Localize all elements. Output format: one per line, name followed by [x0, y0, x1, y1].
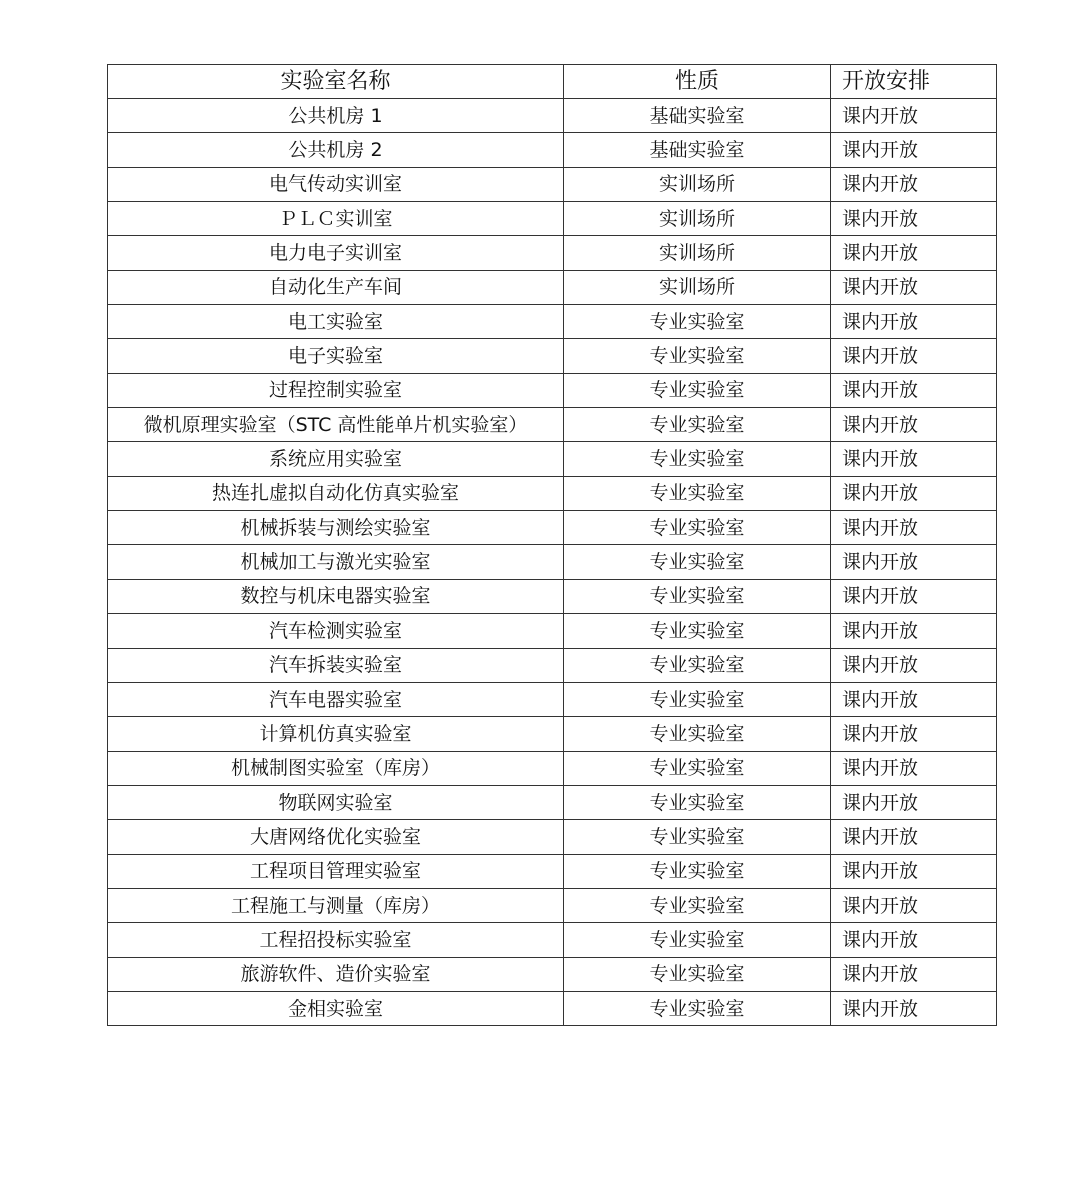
table-row — [108, 305, 997, 339]
table-row — [108, 442, 997, 476]
cell-lab-type: 专业实验室 — [564, 888, 831, 922]
cell-open-schedule: 课内开放 — [831, 202, 997, 236]
table-row — [108, 373, 997, 407]
lab-table — [107, 64, 997, 1026]
table-row — [108, 923, 997, 957]
header-lab-name: 实验室名称 — [108, 65, 564, 99]
table-row — [108, 682, 997, 716]
cell-open-schedule: 课内开放 — [831, 648, 997, 682]
table-row — [108, 614, 997, 648]
table-row — [108, 648, 997, 682]
table-row — [108, 476, 997, 510]
table-row — [108, 820, 997, 854]
cell-open-schedule: 课内开放 — [831, 957, 997, 991]
table-row — [108, 511, 997, 545]
cell-lab-type: 专业实验室 — [564, 476, 831, 510]
cell-lab-name: 系统应用实验室 — [108, 442, 564, 476]
cell-lab-type: 专业实验室 — [564, 305, 831, 339]
cell-lab-type: 专业实验室 — [564, 717, 831, 751]
cell-open-schedule: 课内开放 — [831, 442, 997, 476]
cell-lab-name: 过程控制实验室 — [108, 373, 564, 407]
cell-lab-name: 汽车检测实验室 — [108, 614, 564, 648]
cell-open-schedule: 课内开放 — [831, 305, 997, 339]
cell-lab-name: 物联网实验室 — [108, 785, 564, 819]
table-row — [108, 339, 997, 373]
cell-lab-type: 专业实验室 — [564, 751, 831, 785]
cell-lab-type: 专业实验室 — [564, 442, 831, 476]
cell-lab-name: 机械加工与激光实验室 — [108, 545, 564, 579]
table-row — [108, 888, 997, 922]
cell-lab-type: 专业实验室 — [564, 854, 831, 888]
cell-lab-type: 专业实验室 — [564, 785, 831, 819]
cell-lab-name: 旅游软件、造价实验室 — [108, 957, 564, 991]
cell-lab-type: 专业实验室 — [564, 614, 831, 648]
cell-open-schedule: 课内开放 — [831, 785, 997, 819]
cell-open-schedule: 课内开放 — [831, 270, 997, 304]
cell-open-schedule: 课内开放 — [831, 373, 997, 407]
cell-lab-name: 机械制图实验室（库房） — [108, 751, 564, 785]
cell-lab-name: 微机原理实验室（STC 高性能单片机实验室） — [108, 408, 564, 442]
cell-lab-name: 自动化生产车间 — [108, 270, 564, 304]
cell-lab-type: 专业实验室 — [564, 339, 831, 373]
cell-open-schedule: 课内开放 — [831, 476, 997, 510]
cell-lab-type: 专业实验室 — [564, 511, 831, 545]
cell-open-schedule: 课内开放 — [831, 545, 997, 579]
cell-open-schedule: 课内开放 — [831, 991, 997, 1025]
cell-lab-name: 电气传动实训室 — [108, 167, 564, 201]
cell-lab-type: 专业实验室 — [564, 648, 831, 682]
cell-lab-type: 实训场所 — [564, 202, 831, 236]
cell-open-schedule: 课内开放 — [831, 854, 997, 888]
cell-lab-type: 专业实验室 — [564, 820, 831, 854]
cell-open-schedule: 课内开放 — [831, 408, 997, 442]
table-row — [108, 545, 997, 579]
cell-lab-type: 专业实验室 — [564, 579, 831, 613]
table-row — [108, 408, 997, 442]
cell-lab-name: 汽车拆装实验室 — [108, 648, 564, 682]
cell-open-schedule: 课内开放 — [831, 923, 997, 957]
table-row — [108, 99, 997, 133]
cell-lab-name: 公共机房 2 — [108, 133, 564, 167]
table-row — [108, 854, 997, 888]
cell-lab-type: 专业实验室 — [564, 545, 831, 579]
header-open-schedule: 开放安排 — [831, 65, 997, 99]
cell-lab-type: 基础实验室 — [564, 133, 831, 167]
table-row — [108, 202, 997, 236]
table-row — [108, 751, 997, 785]
table-row — [108, 991, 997, 1025]
cell-lab-name: 机械拆装与测绘实验室 — [108, 511, 564, 545]
cell-lab-type: 专业实验室 — [564, 373, 831, 407]
cell-lab-type: 实训场所 — [564, 236, 831, 270]
table-row — [108, 167, 997, 201]
cell-open-schedule: 课内开放 — [831, 579, 997, 613]
table-header-row — [108, 65, 997, 99]
cell-open-schedule: 课内开放 — [831, 888, 997, 922]
table-row — [108, 133, 997, 167]
cell-open-schedule: 课内开放 — [831, 339, 997, 373]
cell-open-schedule: 课内开放 — [831, 511, 997, 545]
cell-open-schedule: 课内开放 — [831, 717, 997, 751]
cell-lab-name: 公共机房 1 — [108, 99, 564, 133]
header-lab-type: 性质 — [564, 65, 831, 99]
cell-lab-type: 专业实验室 — [564, 957, 831, 991]
cell-lab-name: 计算机仿真实验室 — [108, 717, 564, 751]
cell-lab-type: 专业实验室 — [564, 408, 831, 442]
table-row — [108, 236, 997, 270]
cell-lab-name: 电力电子实训室 — [108, 236, 564, 270]
cell-open-schedule: 课内开放 — [831, 751, 997, 785]
cell-open-schedule: 课内开放 — [831, 133, 997, 167]
cell-open-schedule: 课内开放 — [831, 820, 997, 854]
cell-lab-type: 实训场所 — [564, 270, 831, 304]
cell-lab-name: ＰＬＣ实训室 — [108, 202, 564, 236]
cell-open-schedule: 课内开放 — [831, 236, 997, 270]
cell-lab-type: 专业实验室 — [564, 923, 831, 957]
cell-lab-name: 热连扎虚拟自动化仿真实验室 — [108, 476, 564, 510]
cell-lab-name: 电子实验室 — [108, 339, 564, 373]
cell-lab-type: 实训场所 — [564, 167, 831, 201]
table-row — [108, 717, 997, 751]
cell-lab-type: 专业实验室 — [564, 682, 831, 716]
cell-open-schedule: 课内开放 — [831, 99, 997, 133]
table-row — [108, 579, 997, 613]
cell-lab-name: 数控与机床电器实验室 — [108, 579, 564, 613]
cell-lab-type: 基础实验室 — [564, 99, 831, 133]
cell-lab-type: 专业实验室 — [564, 991, 831, 1025]
table-row — [108, 785, 997, 819]
cell-open-schedule: 课内开放 — [831, 167, 997, 201]
cell-open-schedule: 课内开放 — [831, 614, 997, 648]
table-row — [108, 270, 997, 304]
cell-lab-name: 工程招投标实验室 — [108, 923, 564, 957]
cell-lab-name: 汽车电器实验室 — [108, 682, 564, 716]
cell-lab-name: 工程施工与测量（库房） — [108, 888, 564, 922]
cell-lab-name: 金相实验室 — [108, 991, 564, 1025]
table-row — [108, 957, 997, 991]
cell-lab-name: 电工实验室 — [108, 305, 564, 339]
cell-lab-name: 工程项目管理实验室 — [108, 854, 564, 888]
cell-open-schedule: 课内开放 — [831, 682, 997, 716]
cell-lab-name: 大唐网络优化实验室 — [108, 820, 564, 854]
